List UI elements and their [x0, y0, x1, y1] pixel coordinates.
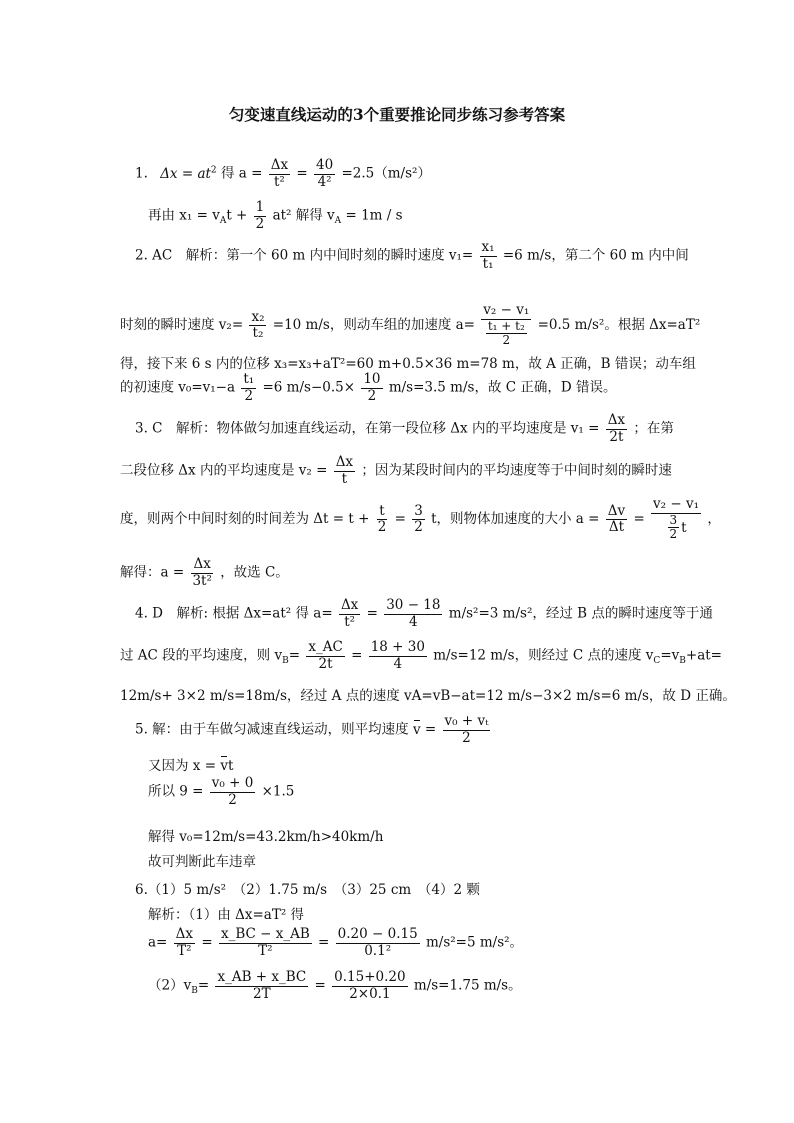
fraction-denominator: 4² [317, 173, 332, 190]
average-velocity-symbol: v [220, 758, 228, 774]
fraction [606, 504, 627, 536]
answer-2-line-2 [120, 303, 700, 348]
fraction-denominator: T² [258, 942, 273, 959]
answer-text: t [227, 758, 234, 774]
fraction-numerator: 30 − 18 [386, 597, 441, 613]
fraction-numerator: 40 [315, 157, 334, 173]
fraction-denominator: Δt [608, 519, 625, 536]
answer-text: 3. C 解析：物体做匀加速直线运动，在第一段位移 Δx 内的平均速度是 v₁ = [135, 420, 600, 437]
fraction-denominator: 4 [393, 655, 403, 672]
answer-2-line-4 [120, 372, 616, 404]
answer-text: m/s=1.75 m/s。 [413, 977, 522, 994]
fraction-denominator: t² [273, 173, 285, 190]
compound-fraction [481, 303, 531, 348]
formula-text: = [296, 165, 308, 182]
answer-text: 5. 解：由于车做匀减速直线运动，则平均速度 [135, 721, 409, 738]
fraction-denominator: 2 [377, 519, 387, 536]
subscript: B [282, 656, 289, 667]
answer-6-line-2: 解析：（1）由 Δx=aT² 得 [148, 907, 305, 923]
fraction [306, 640, 344, 672]
fraction [332, 970, 407, 1002]
answer-5-line-3 [148, 776, 294, 808]
answer-text: 4. D 解析: 根据 Δx=at² 得 a= [135, 605, 333, 622]
answer-5-line-2 [148, 754, 233, 774]
answer-text: =v [660, 647, 680, 664]
fraction-denominator: 2 [367, 387, 377, 404]
answer-1-number: 1. [135, 165, 148, 182]
answer-5-line-4: 解得 v₀=12m/s=43.2km/h>40km/h [148, 829, 384, 845]
answer-text: m/s=12 m/s，则经过 C 点的速度 v [433, 647, 654, 664]
fraction [334, 455, 355, 487]
answer-6-line-4 [148, 970, 522, 1002]
answer-text: =0.5 m/s²。根据 Δx=aT² [537, 317, 701, 334]
formula-text: = 1m / s [341, 207, 403, 224]
fraction-numerator: x_BC − x_AB [220, 926, 310, 942]
answer-text: = [197, 977, 210, 994]
superscript: 2 [210, 165, 217, 176]
answer-3-line-4 [120, 557, 289, 589]
fraction [210, 776, 256, 808]
fraction-numerator: x_AB + x_BC [217, 969, 307, 985]
fraction [339, 598, 360, 630]
subscript: A [334, 216, 342, 227]
answer-4-line-1 [135, 598, 713, 630]
answer-4-line-2 [120, 640, 722, 672]
fraction-numerator: Δx [607, 412, 626, 428]
fraction-denominator: t² [344, 613, 356, 630]
answer-text: 二段位移 Δx 内的平均速度是 v₂ = [120, 462, 328, 479]
compound-fraction [651, 497, 701, 542]
fraction-denominator: 2 [255, 215, 265, 232]
fraction-numerator: Δx [175, 926, 194, 942]
answer-6-line-3 [148, 927, 523, 959]
fraction-denominator: 2 [228, 791, 237, 808]
fraction-numerator: 1 [255, 199, 265, 215]
fraction-numerator: x₂ [251, 308, 265, 325]
answer-1-line-2 [148, 200, 403, 232]
fraction-numerator: v₀ + 0 [211, 775, 254, 791]
fraction [336, 927, 420, 959]
answer-text: 又因为 x = [148, 758, 217, 774]
fraction [480, 240, 497, 272]
fraction-numerator: 10 [363, 371, 381, 387]
fraction-denominator: 2T [253, 985, 271, 1002]
fraction-denominator: 3t² [192, 572, 212, 589]
fraction-numerator: Δv [607, 502, 626, 519]
fraction-denominator: $\frac{3}{2}$ t [669, 512, 687, 542]
fraction [215, 970, 308, 1002]
answer-text: 的初速度 v₀=v₁−a [120, 379, 236, 396]
formula-text: at² 解得 v [272, 207, 335, 224]
fraction-denominator: 4 [409, 613, 418, 630]
fraction-denominator: 2 [502, 333, 511, 348]
answer-text: =10 m/s，则动车组的加速度 a= [272, 317, 475, 334]
answer-text: ×1.5 [261, 783, 295, 800]
answer-3-line-2 [120, 455, 672, 487]
fraction [443, 714, 491, 746]
fraction [361, 372, 382, 404]
answer-text: 时刻的瞬时速度 v₂= [120, 317, 244, 334]
answer-text: ，故选 C。 [220, 564, 289, 581]
formula-text: t + [226, 207, 248, 224]
fraction-numerator: t [379, 502, 385, 519]
answer-text: 解得：a = [120, 564, 185, 581]
answer-text: a= [148, 934, 168, 951]
fraction-numerator: Δx [193, 556, 211, 572]
fraction [369, 640, 427, 672]
fraction-numerator: 0.15+0.20 [334, 969, 406, 985]
fraction-denominator: t₁ [482, 255, 494, 272]
fraction [412, 504, 425, 536]
fraction-denominator: 0.1² [364, 942, 392, 959]
answer-text: ；在第 [633, 420, 674, 437]
fraction [269, 158, 290, 190]
fraction-numerator: t₁ + t₂ [487, 318, 525, 333]
fraction-denominator: 2 [669, 527, 678, 542]
fraction-denominator [482, 320, 531, 349]
subscript: A [219, 216, 227, 227]
average-velocity-symbol: v [412, 721, 421, 738]
fraction [241, 372, 256, 404]
answer-3-line-3 [120, 497, 721, 542]
answer-text: （2）v [148, 977, 192, 994]
answer-text: 度，则两个中间时刻的时间差为 Δt = t + [120, 511, 370, 528]
answer-text: m/s=3.5 m/s，故 C 正确，D 错误。 [388, 379, 617, 396]
fraction-numerator: x_AC [308, 639, 343, 655]
fraction-numerator: v₂ − v₁ [653, 496, 700, 512]
answer-4-line-3: 12m/s+ 3×2 m/s=18m/s，经过 A 点的速度 vA=vB−at=12 m/s−3×2 m/s=6 m/s，故 D 正确。 [120, 688, 736, 704]
answer-2-line-1 [135, 240, 689, 272]
fraction [174, 927, 195, 959]
answer-text: t，则物体加速度的大小 a = [431, 511, 600, 528]
fraction [314, 158, 335, 190]
fraction [606, 413, 627, 445]
answer-text: 2. AC 解析：第一个 60 m 内中间时刻的瞬时速度 v₁= [135, 247, 474, 264]
fraction-numerator: t₁ [243, 371, 255, 387]
fraction-numerator: Δx [335, 454, 354, 470]
fraction-denominator: 2 [462, 729, 471, 746]
fraction-denominator: 2t [609, 428, 624, 445]
answer-text: = [351, 647, 363, 664]
fraction-denominator: 2 [244, 387, 254, 404]
formula-text: 再由 x₁ = v [148, 207, 220, 224]
answer-text: = [394, 511, 406, 528]
fraction-denominator: t [341, 470, 348, 487]
answer-text: ；因为某段时间内的平均速度等于中间时刻的瞬时速 [361, 462, 672, 479]
subscript: B [191, 986, 198, 997]
formula-text: 得 a = [220, 165, 263, 182]
answer-text: +at= [685, 647, 722, 664]
subscript: C [653, 656, 661, 667]
answer-text: = [201, 934, 213, 951]
fraction [190, 557, 213, 589]
answer-text: 过 AC 段的平均速度，则 v [120, 647, 283, 664]
answer-text: ， [707, 511, 721, 528]
answer-text: m/s²=3 m/s²，经过 B 点的瞬时速度等于通 [448, 605, 713, 622]
fraction-denominator: T² [177, 942, 192, 959]
answer-1-line-1 [135, 158, 431, 190]
fraction-numerator: 18 + 30 [370, 639, 425, 655]
answer-5-line-5: 故可判断此车违章 [148, 854, 256, 870]
answer-text: = [366, 605, 378, 622]
fraction [254, 200, 267, 232]
fraction [384, 598, 442, 630]
fraction-numerator: Δx [270, 157, 289, 173]
answer-text: = [288, 647, 301, 664]
fraction-denominator: t₂ [252, 325, 264, 342]
fraction-numerator: v₀ + vₜ [444, 713, 489, 729]
fraction-numerator: Δx [340, 597, 359, 613]
fraction-numerator: 3 [414, 502, 423, 519]
fraction-denominator: 2×0.1 [349, 985, 391, 1002]
answer-text: =6 m/s，第二个 60 m 内中间 [502, 247, 689, 264]
fraction-denominator: 2 [414, 519, 423, 536]
answer-text: = [633, 511, 645, 528]
answer-text: = [314, 977, 326, 994]
subscript: B [679, 656, 686, 667]
fraction-denominator: 2t [318, 655, 333, 672]
fraction [219, 927, 312, 959]
answer-3-line-1 [135, 413, 674, 445]
answer-6-line-1: 6.（1）5 m/s² （2）1.75 m/s （3）25 cm （4）2 颗 [135, 882, 480, 898]
answer-text: = [420, 721, 437, 738]
answer-text: =6 m/s−0.5× [262, 379, 356, 396]
page-title: 匀变速直线运动的3个重要推论同步练习参考答案 [228, 105, 566, 124]
answer-5-line-1 [135, 714, 492, 746]
formula-text: Δx = at [160, 165, 211, 182]
answer-text: = [318, 934, 330, 951]
formula-text: =2.5（m/s²） [341, 165, 431, 182]
fraction-numerator: 3 [669, 512, 678, 527]
fraction-numerator: 0.20 − 0.15 [337, 926, 418, 942]
fraction-numerator: x₁ [481, 239, 495, 255]
answer-text: 所以 9 = [148, 783, 204, 800]
fraction-numerator: v₂ − v₁ [483, 302, 530, 318]
fraction [376, 504, 389, 536]
fraction [249, 310, 266, 342]
answer-2-line-3: 得，接下来 6 s 内的位移 x₃=x₃+aT²=60 m+0.5×36 m=78 m，故 A 正确，B 错误；动车组 [120, 356, 696, 372]
answer-text: m/s²=5 m/s²。 [425, 934, 524, 951]
